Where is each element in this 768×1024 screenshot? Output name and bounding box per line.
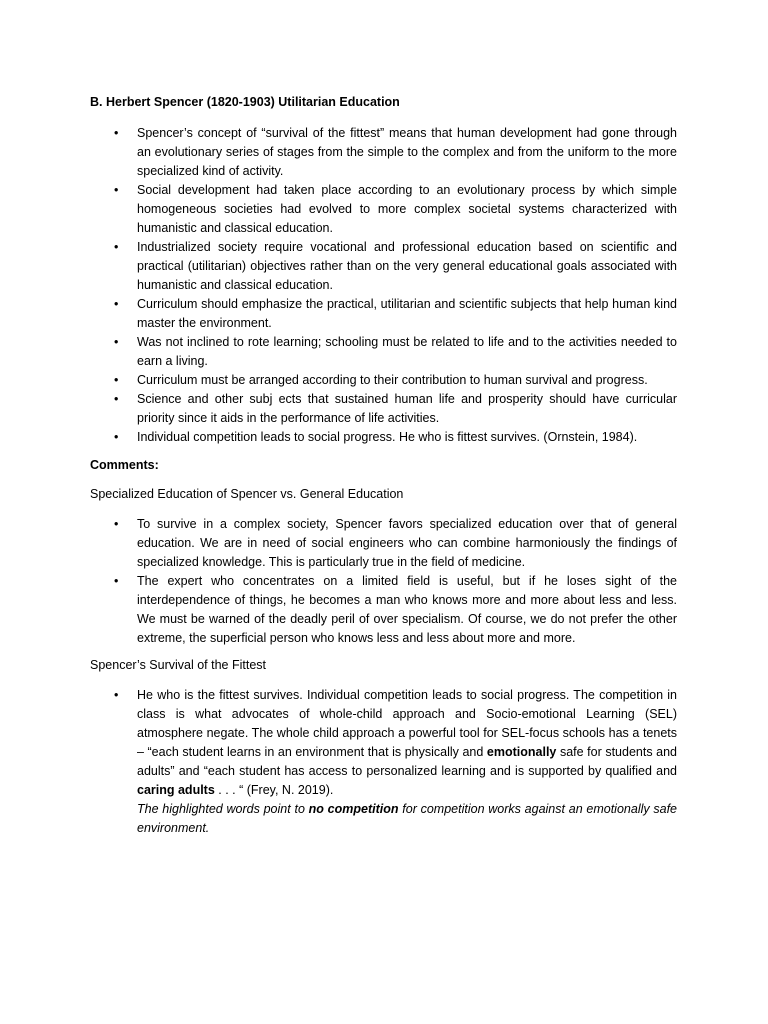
list-item: • Individual competition leads to social progress. He who is fittest survives. (Ornstein, 1984).: [137, 428, 677, 447]
list-item: • Science and other subj ects that sustained human life and prosperity should have curricular priority since it aids in the performance of life activities.: [114, 392, 677, 425]
bullet-icon: •: [114, 574, 119, 588]
list-item: • He who is the fittest survives. Individual competition leads to social progress. The competition in class is what advocates of whole-child approach and Socio-emotional Learning (SEL) atmosphere negate. The whole child approach a powerful tool for SEL-focus schools has a tenets – “each student learns in an environment that is physically and emotionally safe for students and adults” and “each student has access to personalized learning and is supported by qualified and caring adults . . . “ (Frey, N. 2019). The highlighted words point to no competition for competition works against an emotionally safe environment.: [114, 688, 678, 835]
bullet-icon: •: [114, 392, 119, 406]
specialized-heading: Specialized Education of Spencer vs. General Education: [90, 487, 404, 501]
list-item: • Social development had taken place according to an evolutionary process by which simple homogeneous societies had evolved to more complex societal systems characterized with humanistic and classical education.: [114, 183, 677, 235]
survival-bullet-list: [114, 686, 678, 838]
bullet-icon: •: [114, 430, 119, 444]
bullet-icon: •: [114, 517, 119, 531]
section-heading: B. Herbert Spencer (1820-1903) Utilitarian Education: [90, 95, 400, 109]
list-item: • Curriculum should emphasize the practical, utilitarian and scientific subjects that help human kind master the environment.: [114, 297, 677, 330]
survival-heading: Spencer’s Survival of the Fittest: [90, 658, 267, 672]
bullet-icon: •: [114, 688, 119, 702]
italic-note: The highlighted words point to no competition for competition works against an emotionally safe environment.: [137, 802, 678, 835]
bullet-icon: •: [114, 126, 119, 140]
list-item: • Curriculum must be arranged according to their contribution to human survival and progress.: [137, 371, 677, 390]
bullet-icon: •: [114, 373, 119, 387]
comments-label: Comments:: [90, 458, 159, 472]
section-b-bullet-list: [114, 124, 677, 447]
list-item: • Industrialized society require vocational and professional education based on scientific and practical (utilitarian) objectives rather than on the very general educational goals associated with humanistic and classical education.: [114, 240, 677, 292]
list-item: • Was not inclined to rote learning; schooling must be related to life and to the activities needed to earn a living.: [114, 335, 677, 368]
bullet-icon: •: [114, 183, 119, 197]
highlighted-word: caring adults: [137, 783, 215, 797]
bullet-icon: •: [114, 240, 119, 254]
highlighted-word: emotionally: [486, 745, 557, 759]
list-item: • Spencer’s concept of “survival of the fittest” means that human development had gone through an evolutionary series of stages from the simple to the complex and from the uniform to the more specialized kind of activity.: [114, 126, 677, 178]
bullet-icon: •: [114, 297, 119, 311]
bullet-icon: •: [114, 335, 119, 349]
list-item: • To survive in a complex society, Spencer favors specialized education over that of general education. We are in need of social engineers who can combine harmoniously the findings of specialized knowledge. This is particularly true in the field of medicine.: [114, 517, 677, 569]
list-item: • The expert who concentrates on a limited field is useful, but if he loses sight of the interdependence of things, he becomes a man who knows more and more about less and less. We must be warned of the deadly peril of over specialism. Of course, we do not prefer the other extreme, the superficial person who knows less and less about more and more.: [114, 574, 677, 645]
specialized-bullet-list: [114, 515, 677, 648]
